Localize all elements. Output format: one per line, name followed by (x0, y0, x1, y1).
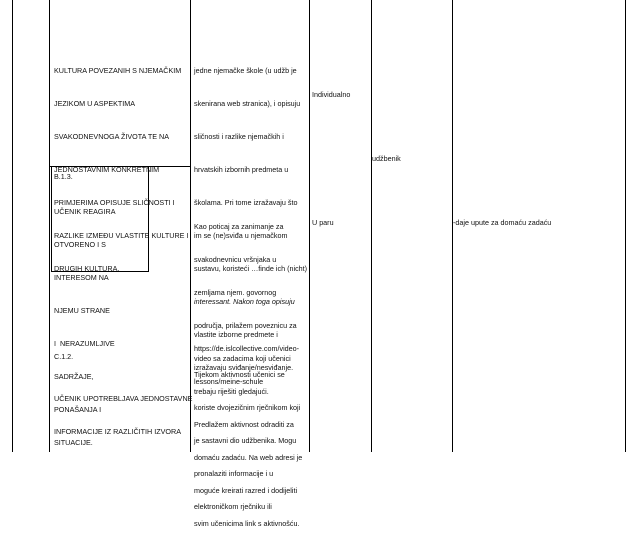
outcome-text-culture: KULTURA POVEZANIH S NJEMAČKIM JEZIKOM U ASPEKTIMA SVAKODNEVNOGA ŽIVOTA TE NA JEDNOSTAVNIM KONKRETNIM PRIMJERIMA OPISUJE SLIČNOSTI I RAZLIKE IZMEĐU VLASTITE KULTURE I DRUGIH KULTURA. (54, 66, 189, 273)
activity-text-video-homework: Kao poticaj za zanimanje za svakodnevnicu vršnjaka u zemljama njem. govornog područja, prilažem poveznicu za video sa zadacima koji učenici trebaju riješiti gledajući. Predlažem aktivnost odraditi za domaću zadaću. Na web adresi je moguće kreirati razred i dodijeliti svim učenicima link s aktivnošću. (194, 222, 303, 528)
table-divider-col4 (371, 0, 372, 452)
table-border-right (625, 0, 626, 452)
outcome-text-b13: UČENIK REAGIRA OTVORENO I S INTERESOM NA NJEMU STRANE I NERAZUMLJIVE SADRŽAJE, PONAŠANJA I SITUACIJE. (54, 207, 116, 447)
outcome-code-c12: C.1.2. (54, 352, 74, 361)
activity-link-url[interactable]: https://de.islcollective.com/video- lessons/meine-schule (194, 344, 300, 386)
outcome-code-b13: B.1.3. (54, 172, 73, 181)
table-border-left (12, 0, 13, 452)
activity-text-dictionary: Tijekom aktivnosti učenici se koriste dvojezičnim rječnikom koji je sastavni dio udžbenika. Mogu pronalaziti informacije i u elektroničkom rječniku ili (194, 370, 301, 511)
table-divider-col1 (49, 0, 50, 452)
activity-text-school-subjects: jedne njemačke škole (u udžb je skenirana web stranica), i opisuju sličnosti i razlike njemačkih i hrvatskih izbornih predmeta u školama. Pri tome izražavaju što im se (ne)sviđa u njemačkom sustavu, koristeći …finde ich (nicht) interessant. Nakon toga opisuju vlastite izborne predmete i izražavaju sviđanje/nesviđanje. (194, 66, 308, 372)
table-divider-col3 (309, 0, 310, 452)
teacher-note-homework: -daje upute za domaću zadaću (453, 218, 552, 227)
work-form-individual: Individualno (312, 90, 351, 99)
outcome-text-c12: UČENIK UPOTREBLJAVA JEDNOSTAVNE INFORMACIJE IZ RAZLIČITIH IZVORA (54, 394, 193, 436)
work-form-pairs: U paru (312, 218, 334, 227)
resource-textbook: udžbenik (372, 154, 401, 163)
